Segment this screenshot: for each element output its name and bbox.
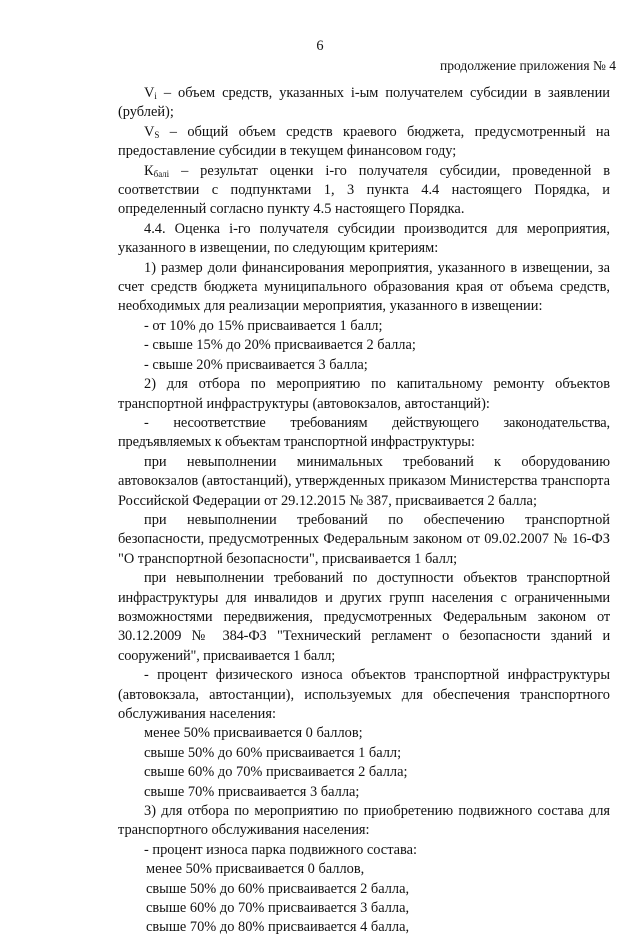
criterion-3-item: свыше 60% до 70% присваивается 3 балла, (146, 900, 410, 917)
criterion-2-sub1: - несоответствие требованиям действующего законодательства, предъявляемых к объектам транспортной инфраструктуры: (118, 414, 610, 451)
vi-symbol: V (144, 85, 155, 101)
section-4-4-intro: 4.4. Оценка i-го получателя субсидии производится для мероприятия, указанного в извещении, по следующим критериям: (118, 220, 610, 257)
criterion-2-item: свыше 70% присваивается 3 балла; (144, 783, 360, 800)
definition-vi (118, 84, 610, 123)
kb-symbol: К (144, 162, 154, 179)
vs-symbol: V (144, 123, 155, 140)
definition-kb (118, 162, 610, 220)
criterion-1-item: - от 10% до 15% присваивается 1 балл; (144, 317, 383, 334)
page-number: 6 (316, 38, 324, 54)
criterion-2-item: менее 50% присваивается 0 баллов; (144, 725, 363, 742)
criterion-1: 1) размер доли финансирования мероприятия, указанного в извещении, за счет средств бюджета муниципального образования края от объема средств, необходимых для реализации мероприятия, указанного в извещении: (118, 259, 610, 315)
vs-text: – общий объем средств краевого бюджета, предусмотренный на предоставление субсидии в текущем финансовом году; (118, 123, 610, 160)
criterion-3-item: свыше 50% до 60% присваивается 2 балла, (146, 880, 410, 897)
criterion-2-sub1-a: при невыполнении минимальных требований к оборудованию автовокзалов (автостанций), утвержденных приказом Министерства транспорта Российской Федерации от 29.12.2015 № 387, присваивается 2 балла; (118, 453, 610, 509)
definition-vs (118, 123, 610, 162)
criterion-3-sub: - процент износа парка подвижного состава: (144, 841, 418, 858)
criterion-3-item: свыше 70% до 80% присваивается 4 балла, (146, 919, 410, 936)
criterion-2-sub1-c: при невыполнении требований по доступности объектов транспортной инфраструктуры для инвалидов и других групп населения с ограниченными возможностями передвижения, предусмотренных Федеральным законом от 30.12.2009 № 384-ФЗ "Технический регламент о безопасности зданий и сооружений", присваивается 1 балл; (118, 570, 610, 664)
criterion-2-sub2: - процент физического износа объектов транспортной инфраструктуры (автовокзала, автостанции), используемых для обеспечения транспортного обслуживания населения: (118, 667, 610, 722)
criterion-3-item: менее 50% присваивается 0 баллов, (146, 861, 365, 878)
continuation-note: продолжение приложения № 4 (439, 58, 616, 73)
criterion-1-item: - свыше 15% до 20% присваивается 2 балла; (144, 337, 416, 354)
criterion-2: 2) для отбора по мероприятию по капитальному ремонту объектов транспортной инфраструктуры (автовокзалов, автостанций): (118, 376, 610, 412)
document-body (118, 84, 610, 938)
vs-subscript: S (154, 129, 160, 140)
kb-text: – результат оценки i-го получателя субсидии, проведенной в соответствии с подпунктами 1, 3 пункта 4.4 настоящего Порядка, и определенный согласно пункту 4.5 настоящего Порядка. (118, 162, 610, 218)
criterion-3: 3) для отбора по мероприятию по приобретению подвижного состава для транспортного обслуживания населения: (118, 803, 610, 839)
kb-subscript: бaлi (153, 168, 170, 179)
criterion-2-item: свыше 60% до 70% присваивается 2 балла; (144, 764, 408, 781)
vi-text: – объем средств, указанных i-ым получателем субсидии в заявлении (рублей); (118, 85, 610, 121)
criterion-1-item: - свыше 20% присваивается 3 балла; (144, 356, 368, 373)
vi-subscript: i (154, 91, 157, 101)
criterion-2-item: свыше 50% до 60% присваивается 1 балл; (144, 744, 402, 761)
criterion-2-sub1-b: при невыполнении требований по обеспечению транспортной безопасности, предусмотренных Федеральным законом от 09.02.2007 № 16-ФЗ "О транспортной безопасности", присваивается 1 балл; (118, 511, 610, 567)
